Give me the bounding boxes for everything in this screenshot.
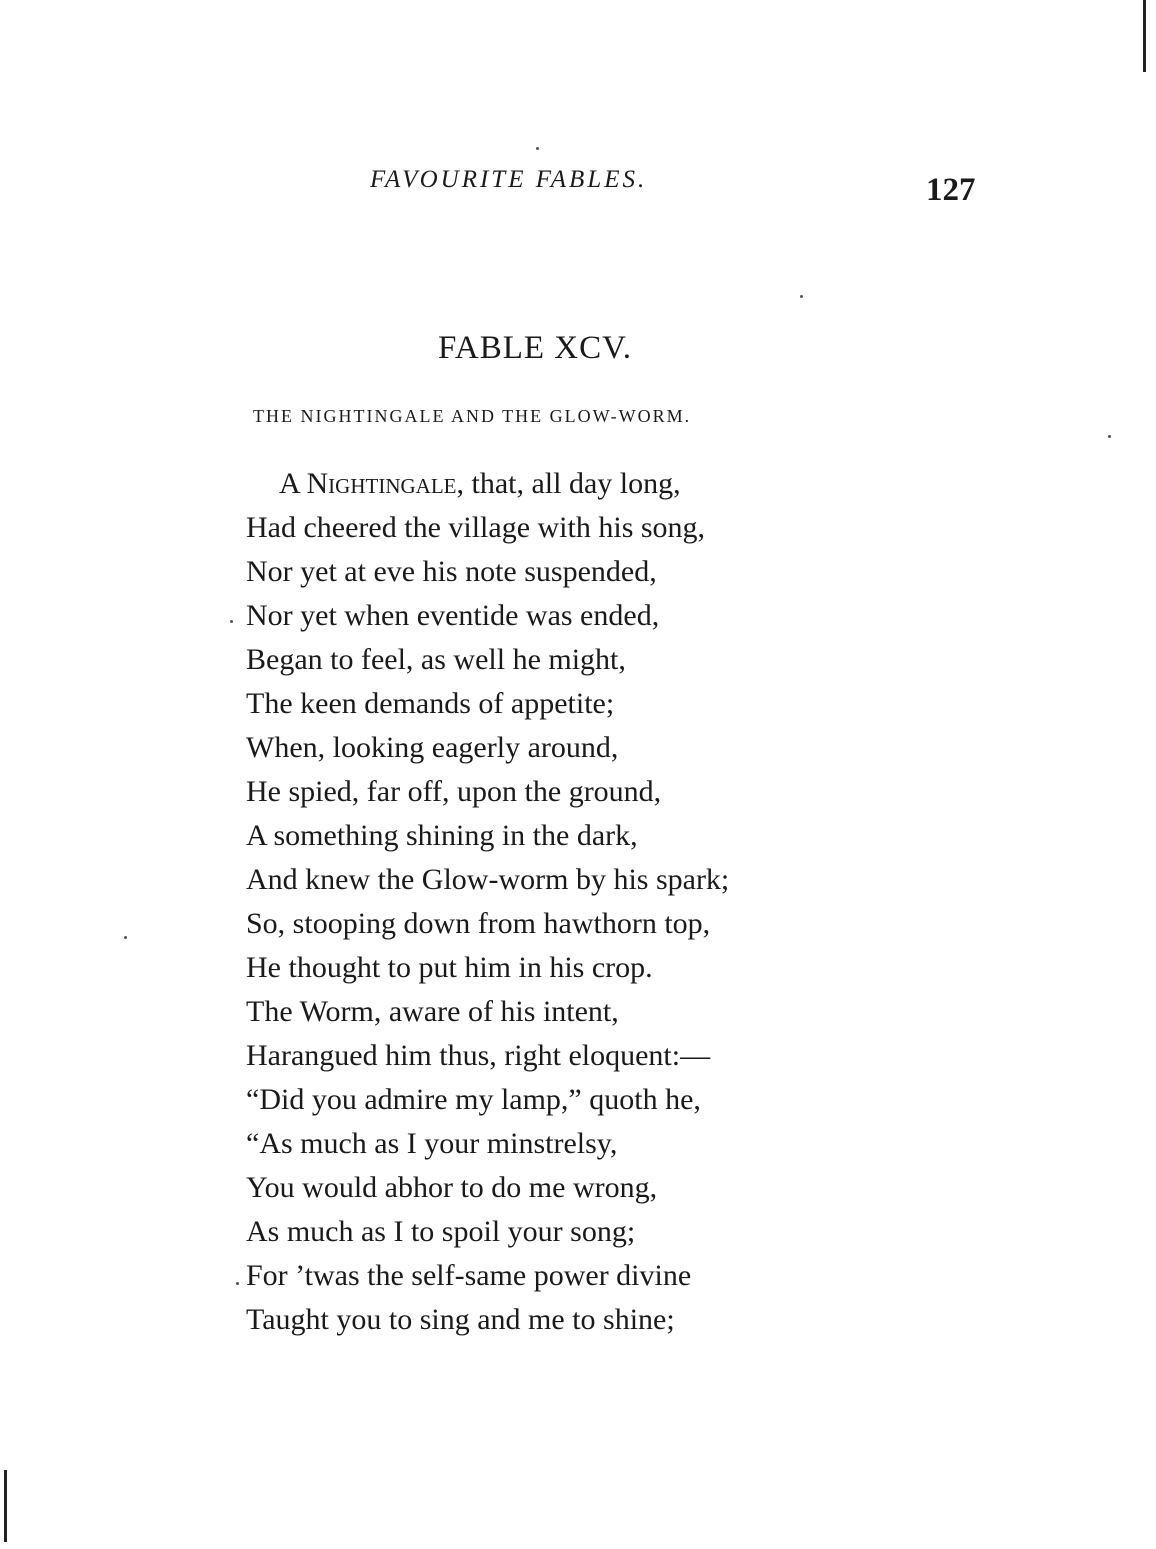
scan-speck xyxy=(230,620,233,623)
scan-edge-mark-top xyxy=(1143,0,1146,72)
fable-number-title: FABLE XCV. xyxy=(438,330,632,366)
poem-line: He spied, far off, upon the ground, xyxy=(246,775,662,808)
scan-speck xyxy=(536,147,539,150)
poem-line: Nor yet when eventide was ended, xyxy=(246,599,660,632)
poem-line-small-caps: Nightingale xyxy=(306,467,457,500)
poem-line: He thought to put him in his crop. xyxy=(246,951,653,984)
poem-line: Nor yet at eve his note suspended, xyxy=(246,555,657,588)
poem-line: Began to feel, as well he might, xyxy=(246,643,626,676)
poem-line xyxy=(246,462,729,506)
fable-subtitle: THE NIGHTINGALE AND THE GLOW-WORM. xyxy=(253,406,692,426)
poem-line-rest: , that, all day long, xyxy=(456,467,681,500)
scan-edge-mark-bottom xyxy=(4,1470,7,1542)
poem-line: “Did you admire my lamp,” quoth he, xyxy=(246,1083,701,1116)
poem-body xyxy=(246,462,729,1342)
poem-line: And knew the Glow-worm by his spark; xyxy=(246,863,730,896)
poem-line: You would abhor to do me wrong, xyxy=(246,1171,658,1204)
poem-line: Taught you to sing and me to shine; xyxy=(246,1303,675,1336)
page-number: 127 xyxy=(926,172,976,208)
poem-line: Had cheered the village with his song, xyxy=(246,511,706,544)
poem-line: “As much as I your minstrelsy, xyxy=(246,1127,618,1160)
scan-speck xyxy=(124,936,127,939)
scan-speck xyxy=(1108,435,1111,438)
poem-line: A something shining in the dark, xyxy=(246,819,638,852)
poem-line: So, stooping down from hawthorn top, xyxy=(246,907,711,940)
poem-line: As much as I to spoil your song; xyxy=(246,1215,636,1248)
scan-speck xyxy=(236,1282,239,1285)
poem-line-article: A xyxy=(279,467,307,500)
poem-line: When, looking eagerly around, xyxy=(246,731,619,764)
scan-speck xyxy=(800,295,803,298)
poem-line: Harangued him thus, right eloquent:— xyxy=(246,1039,711,1072)
poem-line: The keen demands of appetite; xyxy=(246,687,615,720)
poem-line: The Worm, aware of his intent, xyxy=(246,995,619,1028)
running-head: FAVOURITE FABLES. xyxy=(370,166,648,193)
poem-line: For ’twas the self-same power divine xyxy=(246,1259,692,1292)
